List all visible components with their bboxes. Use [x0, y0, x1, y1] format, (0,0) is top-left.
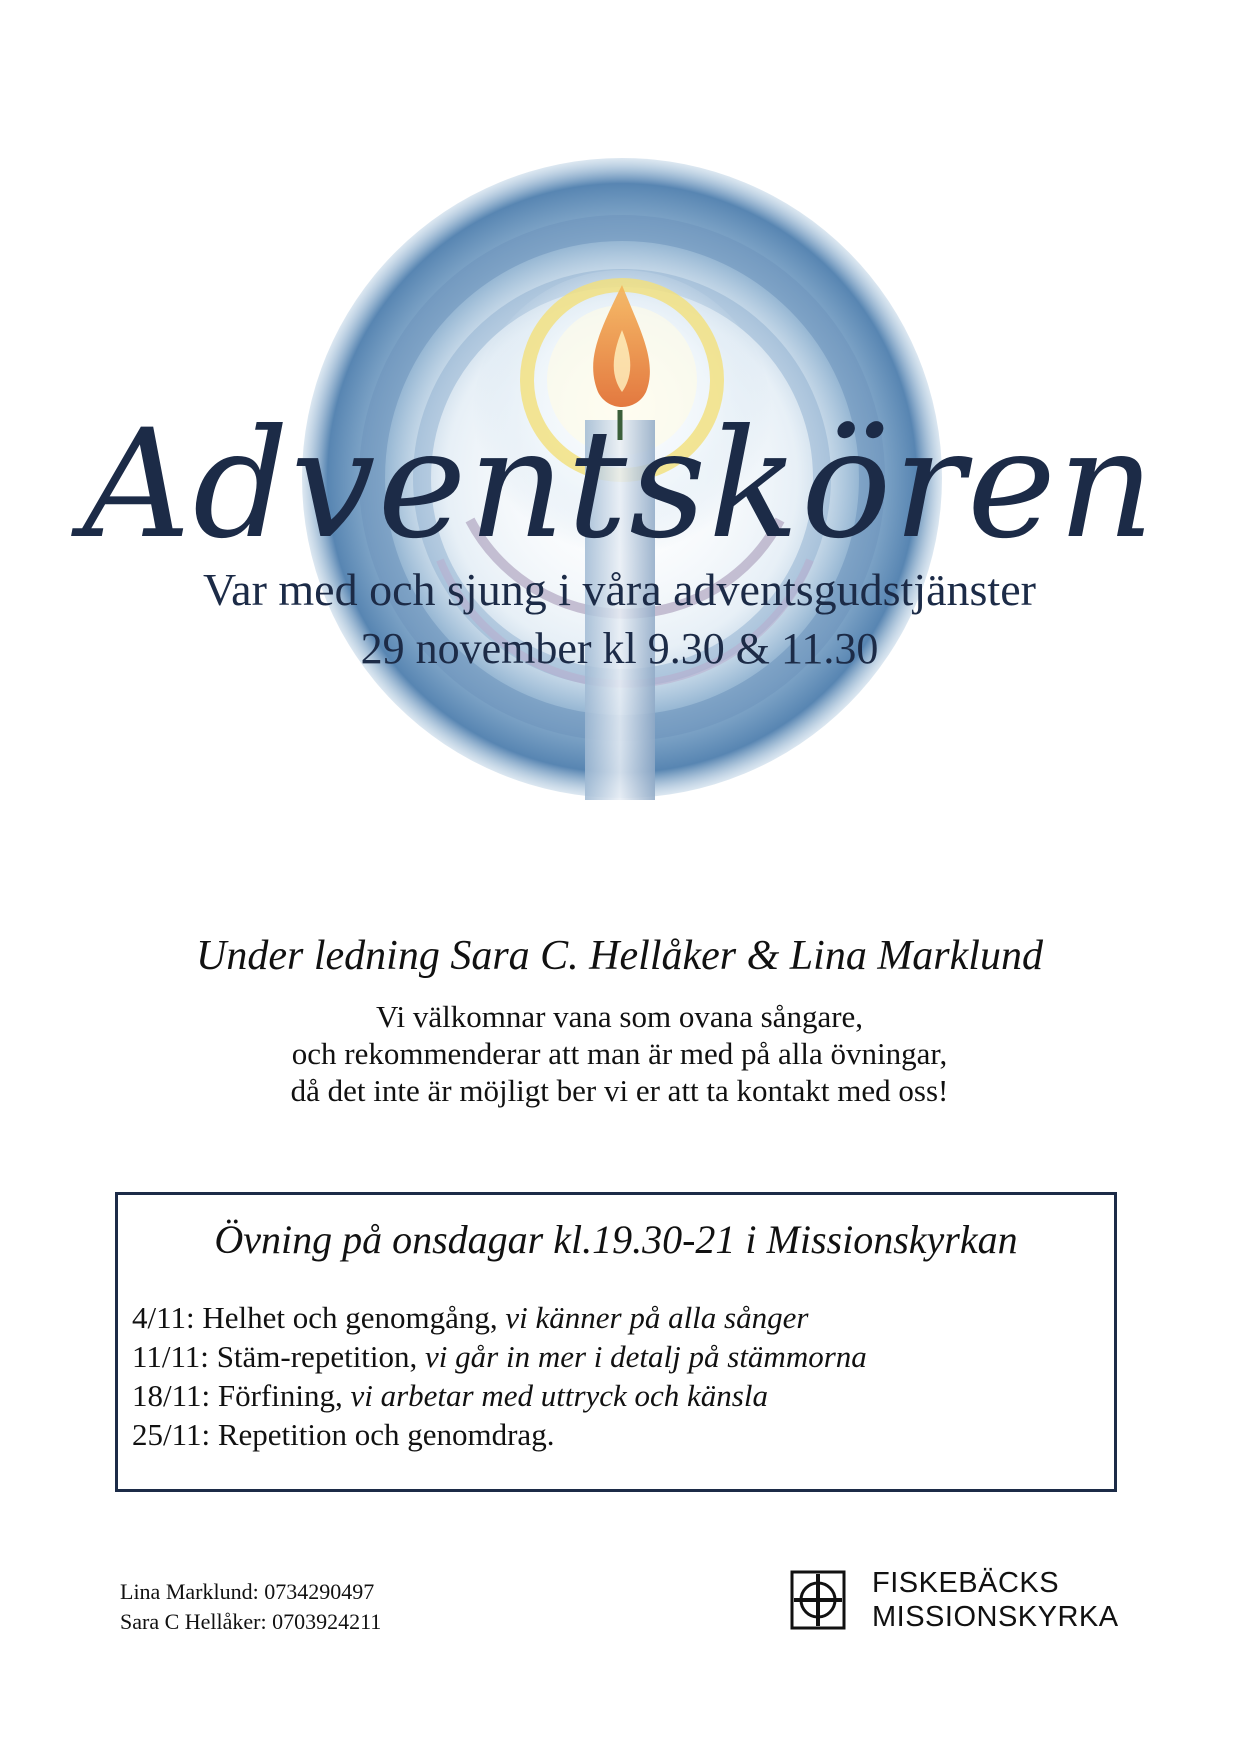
rehearsal-title: Övning på onsdagar kl.19.30-21 i Missionskyrkan	[214, 1217, 1018, 1262]
rehearsal-note: vi går in mer i detalj på stämmorna	[425, 1339, 867, 1374]
rehearsal-item	[132, 1376, 1102, 1415]
rehearsal-topic: Stäm-repetition,	[208, 1339, 426, 1374]
rehearsal-topic: Repetition och genomdrag.	[210, 1417, 555, 1452]
rehearsal-note: vi arbetar med uttryck och känsla	[350, 1378, 768, 1413]
contact-sara: Sara C Hellåker: 0703924211	[120, 1609, 382, 1634]
event-date: 29 november kl 9.30 & 11.30	[360, 624, 879, 673]
leaders-line: Under ledning Sara C. Hellåker & Lina Marklund	[196, 933, 1043, 979]
intro-paragraph	[0, 998, 1239, 1109]
logo-line-2: MISSIONSKYRKA	[872, 1601, 1119, 1633]
intro-line: då det inte är möjligt ber vi er att ta kontakt med oss!	[290, 1073, 949, 1108]
logo-line-1: FISKEBÄCKS	[872, 1567, 1060, 1599]
cross-in-circle-icon	[790, 1570, 846, 1630]
contact-list	[120, 1577, 381, 1637]
rehearsal-item	[132, 1415, 1102, 1454]
poster-title: Adventskören	[82, 398, 1157, 572]
intro-line: Vi välkomnar vana som ovana sångare,	[375, 999, 864, 1034]
contact-lina: Lina Marklund: 0734290497	[120, 1579, 375, 1604]
church-logo	[790, 1566, 1130, 1638]
rehearsal-item	[132, 1337, 1102, 1376]
rehearsal-list	[132, 1298, 1102, 1454]
intro-line: och rekommenderar att man är med på alla övningar,	[291, 1036, 948, 1071]
logo-wordmark	[872, 1566, 1119, 1634]
rehearsal-schedule-box	[115, 1192, 1117, 1492]
rehearsal-topic: Förfining,	[210, 1378, 351, 1413]
rehearsal-topic: Helhet och genomgång,	[194, 1300, 506, 1335]
rehearsal-date: 18/11:	[132, 1378, 211, 1413]
rehearsal-date: 4/11:	[132, 1300, 195, 1335]
poster-subtitle: Var med och sjung i våra adventsgudstjänster	[203, 564, 1036, 615]
rehearsal-note: vi känner på alla sånger	[505, 1300, 809, 1335]
rehearsal-date: 11/11:	[132, 1339, 209, 1374]
rehearsal-date: 25/11:	[132, 1417, 211, 1452]
rehearsal-item	[132, 1298, 1102, 1337]
